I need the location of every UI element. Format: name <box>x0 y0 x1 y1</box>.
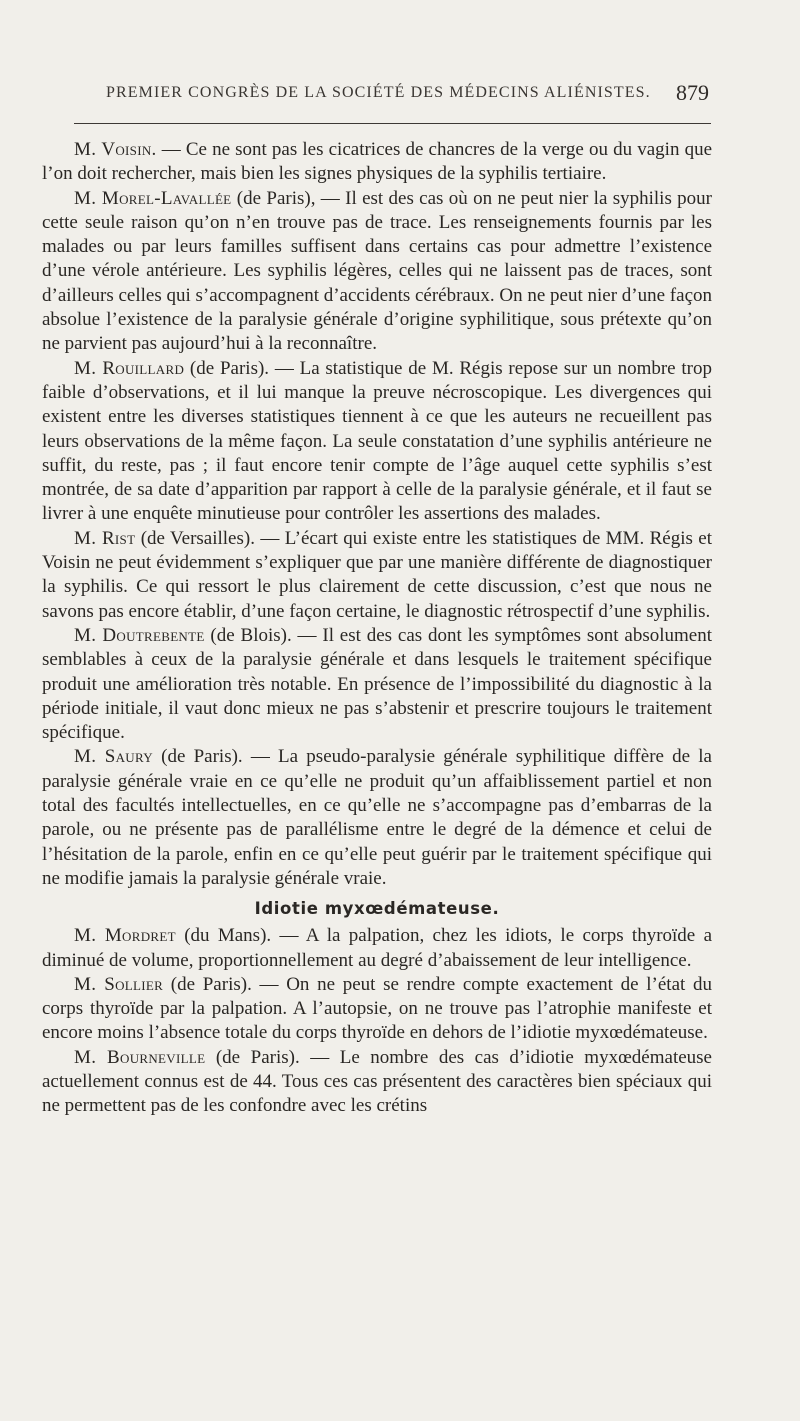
speaker-name: M. Saury <box>74 746 153 768</box>
paragraph-text: (de Paris). — On ne peut se rendre compte exactement de l’état du corps thyroïde par la palpation. A l’autopsie, on ne trouve pas l’atrophie manifeste et encore moins l’absence totale du corps thyroïde en dehors de l’idiotie myxœdémateuse. <box>42 973 712 1044</box>
page-header <box>96 80 711 110</box>
page-number: 879 <box>676 80 709 105</box>
paragraph-text: (de Paris). — Le nombre des cas d’idiotie myxœdémateuse actuellement connus est de 44. Tous ces cas présentent des caractères bien spéciaux qui ne permettent pas de les confondre avec les crétins <box>42 1046 712 1117</box>
paragraph-text: (de Paris), — Il est des cas où on ne peut nier la syphilis pour cette seule raison qu’on n’en trouve pas de trace. Les renseignements fournis par les malades ou par leurs familles suffisent dans certains cas pour admettre l’existence d’une vérole antérieure. Les syphilis légères, celles qui ne laissent pas de traces, sont d’ailleurs celles qui s’accompagnent d’accidents cérébraux. On ne peut nier d’une façon absolue l’existence de la paralysie générale d’origine syphilitique, sous prétexte qu’on ne parvient pas aujourd’hui à la reconnaître. <box>42 187 713 355</box>
speaker-name: M. Voisin. <box>74 139 157 160</box>
body-text <box>42 138 712 1119</box>
paragraph-doutrebente <box>42 624 712 745</box>
paragraph-sollier <box>42 973 712 1046</box>
paragraph-saury <box>42 745 712 891</box>
header-rule <box>74 123 711 124</box>
speaker-name: M. Morel-Lavallée <box>74 187 232 209</box>
paragraph-text: (de Versailles). — L’écart qui existe entre les statistiques de MM. Régis et Voisin ne peut évidemment s’expliquer que par une manière différente de diagnostiquer la syphilis. Ce qui ressort le plus clairement de cette discussion, c’est que nous ne savons pas encore établir, d’une façon certaine, le diagnostic rétrospectif d’une syphilis. <box>42 527 712 622</box>
speaker-name: M. Sollier <box>74 973 164 995</box>
speaker-name: M. Rist <box>74 527 136 549</box>
paragraph-voisin <box>42 138 712 187</box>
paragraph-text: — Ce ne sont pas les cicatrices de chancres de la verge ou du vagin que l’on doit rechercher, mais bien les signes physiques de la syphilis tertiaire. <box>42 139 713 185</box>
paragraph-text: (de Blois). — Il est des cas dont les symptômes sont absolument semblables à ceux de la paralysie générale et dans lesquels le traitement spécifique produit une amélioration très notable. En présence de l’impossibilité du diagnostic à la période initiale, il vaut donc mieux ne pas s’abstenir et prescrire toujours le traitement spécifique. <box>42 624 712 744</box>
paragraph-rist <box>42 527 712 624</box>
paragraph-text: (de Paris). — La statistique de M. Régis repose sur un nombre trop faible d’observations, et il lui manque la preuve nécroscopique. Les divergences qui existent entre les diverses statistiques tiennent à ce que les auteurs ne recueillent pas leurs observations de la même façon. La seule constatation d’une syphilis antérieure ne suffit, du reste, pas ; il faut encore tenir compte de l’âge auquel cette syphilis s’est montrée, de sa date d’apparition par rapport à celle de la paralysie générale, et il faut se livrer à une enquête minutieuse pour contrôler les assertions des malades. <box>42 357 713 525</box>
speaker-name: M. Doutrebente <box>74 624 205 646</box>
speaker-name: M. Rouillard <box>74 357 185 379</box>
running-title: PREMIER CONGRÈS DE LA SOCIÉTÉ DES MÉDECINS ALIÉNISTES. <box>106 84 651 101</box>
paragraph-text: (du Mans). — A la palpation, chez les idiots, le corps thyroïde a diminué de volume, proportionnellement au degré d’abaissement de leur intelligence. <box>42 925 713 971</box>
speaker-name: M. Bourneville <box>74 1046 206 1068</box>
paragraph-rouillard <box>42 357 712 527</box>
section-title: Idiotie myxœdémateuse. <box>254 899 500 919</box>
paragraph-morel-lavallee <box>42 187 712 357</box>
paragraph-bourneville <box>42 1046 712 1119</box>
paragraph-text: (de Paris). — La pseudo-paralysie générale syphilitique diffère de la paralysie générale vraie en ce qu’elle ne produit qu’un affaiblissement partiel et non total des facultés intellectuelles, en ce qu’elle ne s’accompagne pas d’embarras de la parole, ou ne présente pas de parallélisme entre le degré de la démence et celui de l’hésitation de la parole, enfin en ce qu’elle peut guérir par le traitement spécifique qui ne modifie jamais la paralysie générale vraie. <box>42 746 712 889</box>
paragraph-mordret <box>42 924 712 973</box>
speaker-name: M. Mordret <box>74 925 176 947</box>
